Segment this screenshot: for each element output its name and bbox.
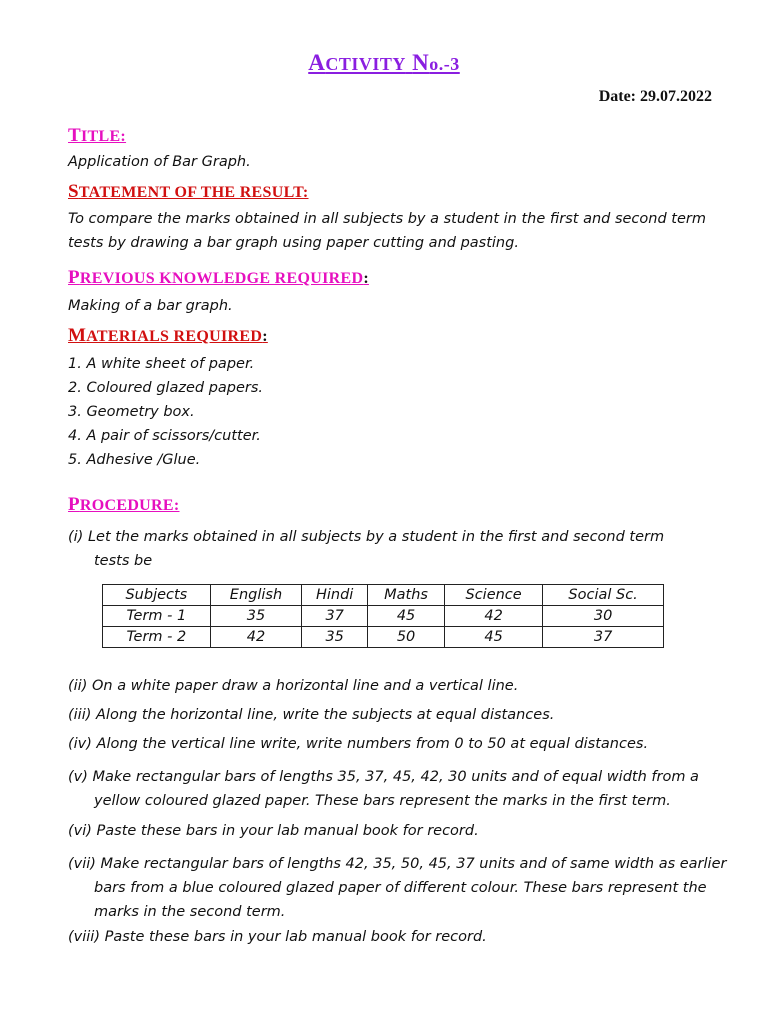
table-row [103,606,664,627]
statement-text: To compare the marks obtained in all subjects by a student in the first and second term tests by drawing a bar graph using paper cutting and pasting. [68,211,706,251]
marks-table [102,584,664,648]
procedure-step: (v) Make rectangular bars of lengths 35, 37, 45, 42, 30 units and of equal width from a yellow coloured glazed paper. These bars represent the marks in the first term. [68,769,699,809]
procedure-step: (vi) Paste these bars in your lab manual book for record. [68,823,479,839]
activity-date: Date: 29.07.2022 [598,88,712,105]
table-header-cell: Social Sc. [543,585,664,606]
table-cell: Term - 2 [103,627,211,648]
table-header-row [103,585,664,606]
table-cell: 37 [543,627,664,648]
table-row [103,627,664,648]
procedure-step: (viii) Paste these bars in your lab manual book for record. [68,929,487,945]
table-header-cell: Maths [368,585,445,606]
list-item: 5. Adhesive /Glue. [68,452,201,468]
previous-knowledge-heading: PREVIOUS KNOWLEDGE REQUIRED: [68,267,369,288]
table-header-cell: English [210,585,302,606]
title-text: Application of Bar Graph. [68,154,251,170]
table-header-cell: Hindi [302,585,368,606]
list-item: 2. Coloured glazed papers. [68,380,264,396]
table-cell: 35 [302,627,368,648]
procedure-step: (ii) On a white paper draw a horizontal line and a vertical line. [68,678,519,694]
table-cell: 50 [368,627,445,648]
table-cell: 35 [210,606,302,627]
table-cell: 45 [368,606,445,627]
table-cell: 37 [302,606,368,627]
procedure-heading: PROCEDURE: [68,494,180,515]
list-item: 1. A white sheet of paper. [68,356,255,372]
table-header-cell: Science [445,585,543,606]
list-item: 3. Geometry box. [68,404,195,420]
table-cell: 45 [445,627,543,648]
procedure-step: (iv) Along the vertical line write, write numbers from 0 to 50 at equal distances. [68,736,649,752]
procedure-step: (iii) Along the horizontal line, write the subjects at equal distances. [68,707,555,723]
table-cell: 42 [445,606,543,627]
table-cell: 30 [543,606,664,627]
previous-knowledge-text: Making of a bar graph. [68,298,233,314]
list-item: 4. A pair of scissors/cutter. [68,428,261,444]
materials-heading: MATERIALS REQUIRED: [68,325,268,346]
table-header-cell: Subjects [103,585,211,606]
procedure-step: (vii) Make rectangular bars of lengths 42, 35, 50, 45, 37 units and of same width as earlier bars from a blue coloured glazed paper of different colour. These bars represent the marks in the second term. [68,856,727,920]
activity-title: ACTIVITY No.-3 [308,50,460,75]
statement-heading: STATEMENT OF THE RESULT: [68,181,309,202]
table-cell: Term - 1 [103,606,211,627]
procedure-step: (i) Let the marks obtained in all subjects by a student in the first and second term tests be [68,529,665,569]
materials-list [68,352,718,472]
table-cell: 42 [210,627,302,648]
title-heading: TITLE: [68,125,127,146]
